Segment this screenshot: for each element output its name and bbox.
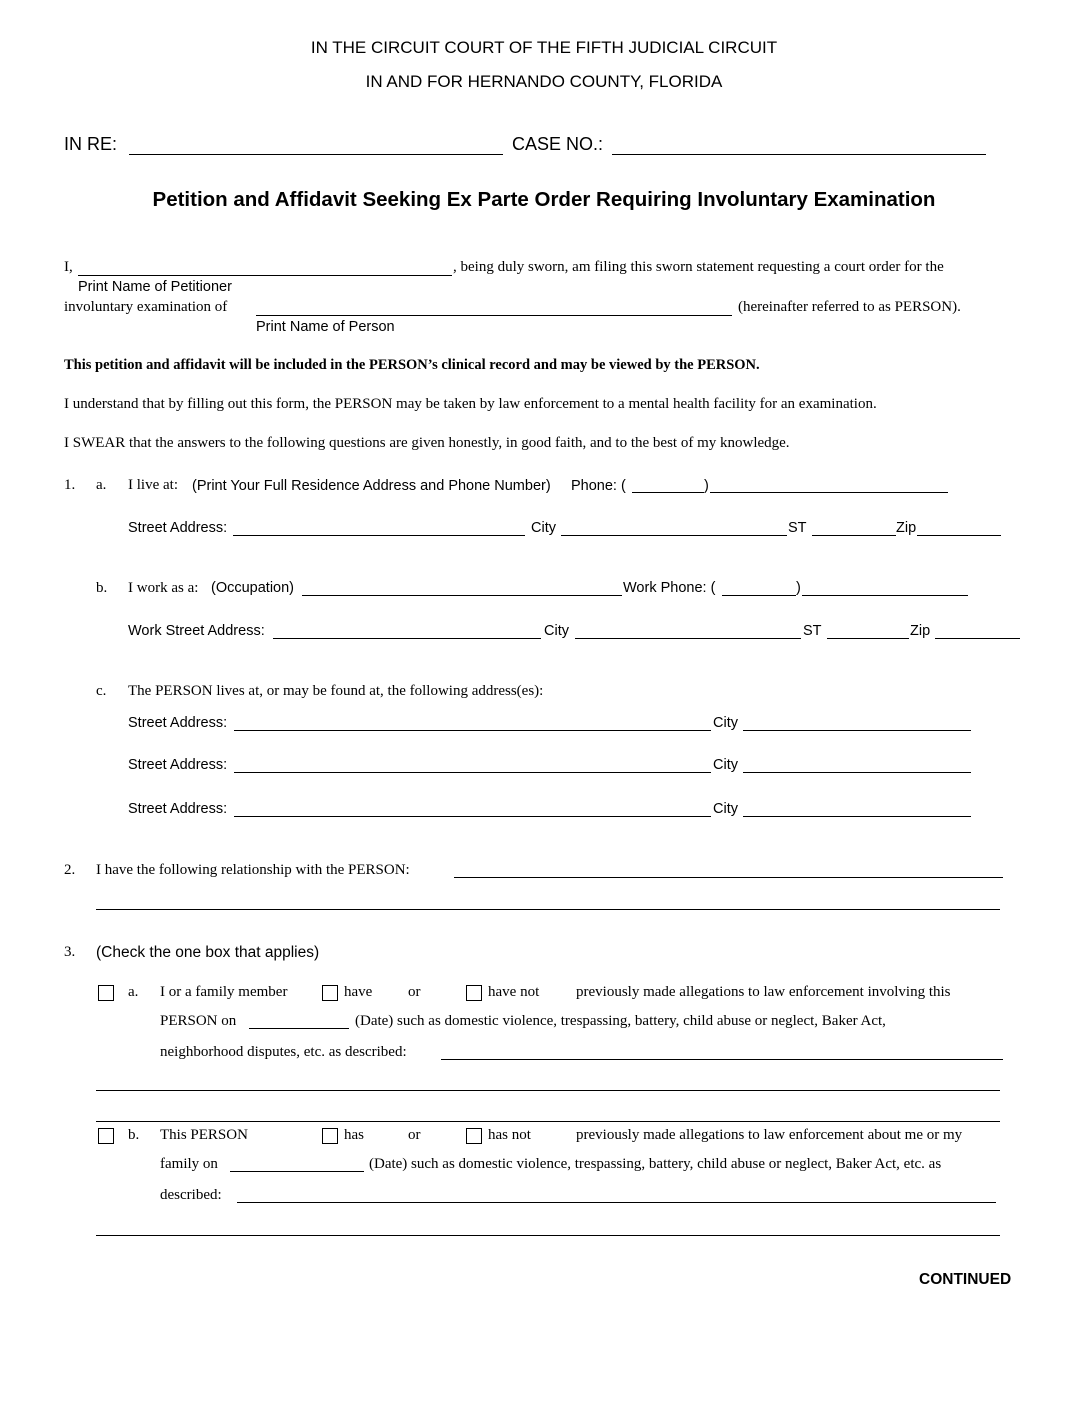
q1c-street-field[interactable]: [234, 730, 711, 731]
q1b-occupation-field[interactable]: [302, 595, 622, 596]
case-no-label: CASE NO.:: [512, 134, 604, 154]
q3a-line3: neighborhood disputes, etc. as described:: [160, 1044, 407, 1060]
exam-label: involuntary examination of: [64, 299, 228, 315]
q3a-line2-pre: PERSON on: [160, 1013, 237, 1029]
q2-relationship-field[interactable]: [454, 877, 1003, 878]
q1-number: 1.: [64, 477, 76, 493]
q1b-area-code-field[interactable]: [722, 595, 796, 596]
q3-number: 3.: [64, 944, 76, 960]
q3-instruction: (Check the one box that applies): [96, 944, 320, 961]
person-after-label: (hereinafter referred to as PERSON).: [738, 299, 961, 315]
continued-label: CONTINUED: [919, 1271, 1012, 1288]
person-name-caption: Print Name of Person: [256, 319, 395, 335]
q2-number: 2.: [64, 862, 76, 878]
q1a-phone-label: Phone: (: [571, 478, 626, 494]
q3a-text-1: I or a family member: [160, 984, 288, 1000]
q3b-has-checkbox[interactable]: [322, 1128, 338, 1144]
q1a-phone-field[interactable]: [710, 492, 948, 493]
q3a-have-not-checkbox[interactable]: [466, 985, 482, 1001]
intro-after-name: , being duly sworn, am filing this sworn statement requesting a court order for the: [453, 259, 944, 275]
q3b-line3: described:: [160, 1187, 222, 1203]
q3b-text-1: This PERSON: [160, 1127, 248, 1143]
court-header-line-2: IN AND FOR HERNANDO COUNTY, FLORIDA: [365, 72, 723, 91]
q3a-description-field-2[interactable]: [96, 1090, 1000, 1091]
in-re-label: IN RE:: [64, 134, 118, 154]
court-header-line-1: IN THE CIRCUIT COURT OF THE FIFTH JUDICIAL CIRCUIT: [310, 38, 778, 57]
q1b-phone-label: Work Phone: (: [623, 580, 716, 596]
q3a-or-label: or: [408, 984, 421, 1000]
q3a-line2-post: (Date) such as domestic violence, trespassing, battery, child abuse or neglect, Baker Act,: [355, 1013, 886, 1029]
q1b-phone-field[interactable]: [802, 595, 968, 596]
q1a-st-field[interactable]: [812, 535, 896, 536]
swear-statement: I SWEAR that the answers to the following questions are given honestly, in good faith, and to the best of my knowledge.: [64, 435, 790, 451]
q3a-text-2: previously made allegations to law enforcement involving this: [576, 984, 951, 1000]
q3b-letter: b.: [128, 1127, 140, 1143]
q1c-label: The PERSON lives at, or may be found at, the following address(es):: [128, 683, 544, 699]
q1a-city-label: City: [531, 520, 556, 536]
understand-statement: I understand that by filling out this form, the PERSON may be taken by law enforcement to a mental health facility for an examination.: [64, 396, 877, 412]
q1a-phone-close: ): [704, 478, 709, 494]
q3b-description-field[interactable]: [237, 1202, 996, 1203]
case-no-field[interactable]: [612, 154, 986, 155]
q3b-line2-pre: family on: [160, 1156, 218, 1172]
q1c-street-field[interactable]: [234, 816, 711, 817]
person-name-field[interactable]: [256, 315, 732, 316]
clinical-record-statement: This petition and affidavit will be included in the PERSON’s clinical record and may be viewed by the PERSON.: [64, 357, 760, 373]
q1a-zip-field[interactable]: [917, 535, 1001, 536]
q3a-have-checkbox[interactable]: [322, 985, 338, 1001]
q3b-text-2: previously made allegations to law enforcement about me or my: [576, 1127, 963, 1143]
q1b-label: I work as a:: [128, 580, 199, 596]
q1a-city-field[interactable]: [561, 535, 787, 536]
q1b-st-field[interactable]: [827, 638, 909, 639]
q3b-checkbox[interactable]: [98, 1128, 114, 1144]
q3b-has-not-label: has not: [488, 1127, 531, 1143]
q1c-city-label: City: [713, 801, 738, 817]
q1b-letter: b.: [96, 580, 108, 596]
q2-relationship-field-2[interactable]: [96, 909, 1000, 910]
document-title: Petition and Affidavit Seeking Ex Parte Order Requiring Involuntary Examination: [152, 188, 936, 211]
q1a-st-label: ST: [788, 520, 807, 536]
q3b-date-field[interactable]: [230, 1171, 364, 1172]
q1b-hint: (Occupation): [211, 580, 295, 596]
q3a-description-field[interactable]: [441, 1059, 1003, 1060]
petitioner-name-field[interactable]: [78, 275, 452, 276]
q3b-description-field-2[interactable]: [96, 1235, 1000, 1236]
q1b-city-label: City: [544, 623, 569, 639]
q1b-city-field[interactable]: [575, 638, 801, 639]
q1c-street-label: Street Address:: [128, 757, 228, 773]
q3b-has-label: has: [344, 1127, 364, 1143]
q3b-or-label: or: [408, 1127, 421, 1143]
q1a-street-label: Street Address:: [128, 520, 228, 536]
q1c-street-label: Street Address:: [128, 801, 228, 817]
q3a-have-not-label: have not: [488, 984, 540, 1000]
q1a-area-code-field[interactable]: [632, 492, 704, 493]
q1b-zip-field[interactable]: [935, 638, 1020, 639]
q1c-street-label: Street Address:: [128, 715, 228, 731]
q1c-city-field[interactable]: [743, 772, 971, 773]
q3b-line2-post: (Date) such as domestic violence, trespassing, battery, child abuse or neglect, Baker Act, etc. as: [369, 1156, 942, 1172]
q1a-street-field[interactable]: [233, 535, 525, 536]
q1c-city-label: City: [713, 757, 738, 773]
q1c-city-label: City: [713, 715, 738, 731]
intro-i-label: I,: [64, 259, 73, 275]
q3a-date-field[interactable]: [249, 1028, 349, 1029]
q1b-street-label: Work Street Address:: [128, 623, 265, 639]
q1c-letter: c.: [96, 683, 107, 699]
q3a-have-label: have: [344, 984, 373, 1000]
petitioner-name-caption: Print Name of Petitioner: [78, 279, 232, 295]
q1c-city-field[interactable]: [743, 730, 971, 731]
in-re-field[interactable]: [129, 154, 503, 155]
q1a-hint: (Print Your Full Residence Address and Phone Number): [192, 478, 551, 494]
q1b-st-label: ST: [803, 623, 822, 639]
q1a-label: I live at:: [128, 477, 178, 493]
q1b-phone-close: ): [796, 580, 801, 596]
q3a-description-field-3[interactable]: [96, 1121, 1000, 1122]
q1b-street-field[interactable]: [273, 638, 541, 639]
q3a-checkbox[interactable]: [98, 985, 114, 1001]
q1a-zip-label: Zip: [896, 520, 917, 536]
q1c-street-field[interactable]: [234, 772, 711, 773]
q1b-zip-label: Zip: [910, 623, 931, 639]
q1a-letter: a.: [96, 477, 107, 493]
q1c-city-field[interactable]: [743, 816, 971, 817]
q2-label: I have the following relationship with the PERSON:: [96, 862, 410, 878]
q3b-has-not-checkbox[interactable]: [466, 1128, 482, 1144]
q3a-letter: a.: [128, 984, 139, 1000]
